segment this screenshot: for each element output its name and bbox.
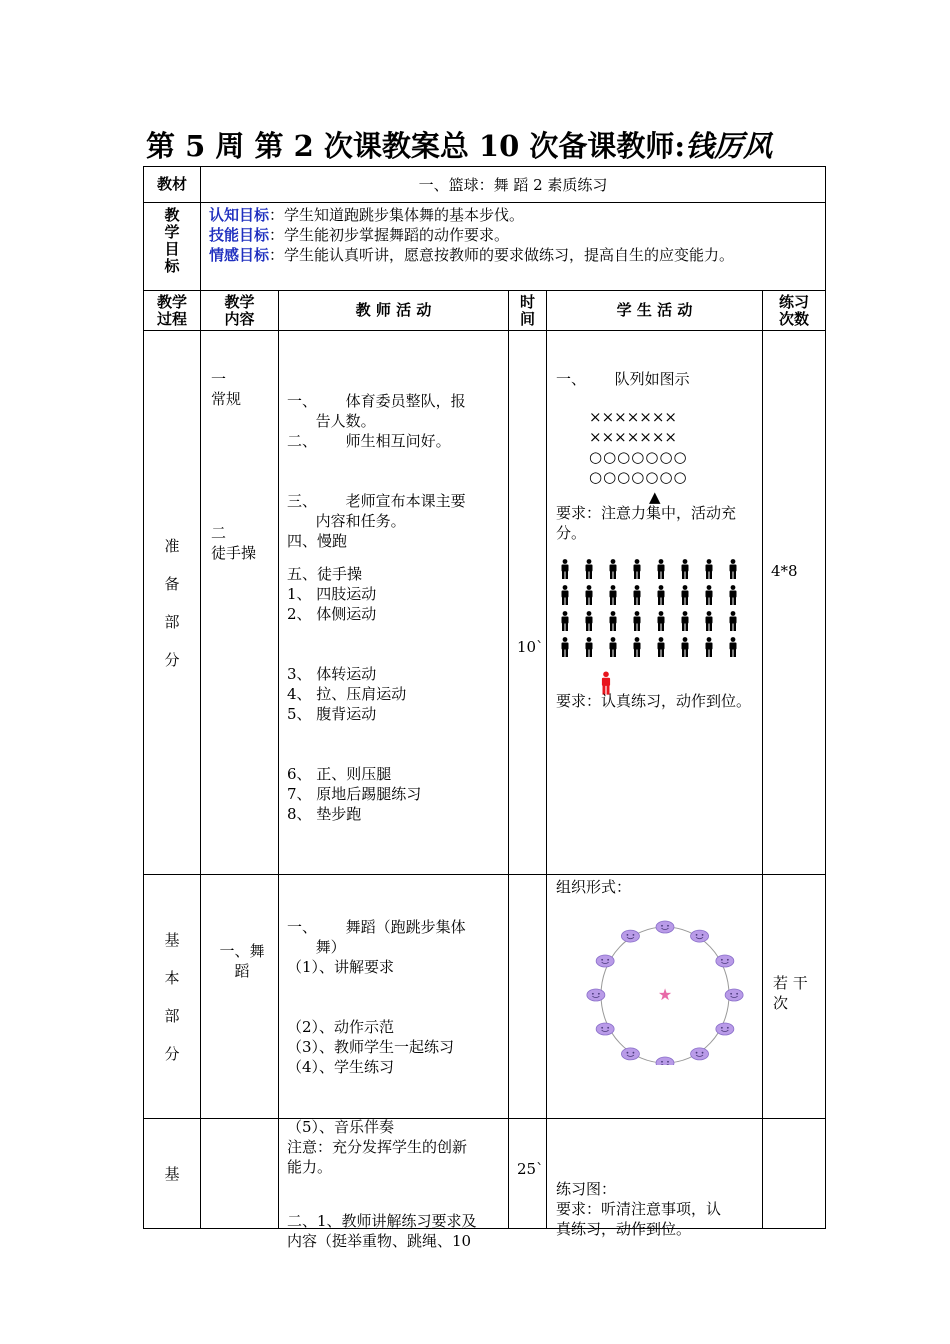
header-teacher: 教 师 活 动 [279, 291, 509, 331]
student-figure-icon [703, 585, 715, 605]
formation-diagram [589, 407, 688, 507]
goals-list [201, 203, 826, 291]
prep-count [763, 331, 826, 875]
student-figure-icon [679, 559, 691, 579]
student-figures-grid [559, 559, 751, 657]
basic2-time-value: 25` [517, 1160, 544, 1178]
student-smiley-icon [656, 921, 674, 933]
student-figure-icon [607, 559, 619, 579]
basic2-student [547, 1119, 763, 1238]
circle-formation-diagram [577, 905, 757, 1065]
formation-row-x2: ××××××× [589, 428, 677, 446]
basic-count-value: 若 干 次 [773, 974, 808, 1012]
header-content: 教学内容 [201, 291, 279, 331]
student-smiley-icon [691, 1048, 709, 1060]
student-figure-icon [631, 559, 643, 579]
student-figure-icon [655, 637, 667, 657]
student-figure-icon [679, 611, 691, 631]
basic-time [509, 875, 547, 1119]
student-smiley-icon [596, 1023, 614, 1035]
student-smiley-icon [596, 955, 614, 967]
basic2-process: 基 [144, 1119, 201, 1229]
goal-cognitive: 认知目标：学生知道跑跳步集体舞的基本步伐。 [209, 206, 525, 224]
people-formation [559, 559, 751, 695]
header-student: 学 生 活 动 [547, 291, 763, 331]
basic-teacher-list: 一、 舞蹈（跑跳步集体 舞） （1）、讲解要求 （2）、动作示范 （3）、教师学生一起练习 （4）、学生练习 （5）、音乐伴奏 注意：充分发挥学生的创新 能力。 [287, 918, 468, 1176]
title-main: 第 5 周 第 2 次课教案总 10 次备课教师: [146, 129, 686, 163]
teacher-star-icon: ★ [657, 985, 673, 1004]
basic-process: 基 本 部 分 [144, 875, 201, 1119]
student-figure-icon [559, 585, 571, 605]
student-figure-icon [727, 559, 739, 579]
header-time: 时间 [509, 291, 547, 331]
student-figure-icon [631, 637, 643, 657]
prep-time [509, 331, 547, 875]
prep-content-routine: 一 常规 [211, 370, 242, 408]
prep-student [547, 331, 763, 875]
student-figure-icon [727, 611, 739, 631]
basic-student [547, 875, 763, 1119]
student-figure-icon [631, 585, 643, 605]
basic2-student-list: 练习图： 要求：听清注意事项，认 真练习，动作到位。 [556, 1180, 722, 1238]
basic2-teacher [279, 1119, 509, 1250]
basic-count [763, 875, 826, 1119]
prep-teacher [279, 331, 509, 875]
prep-content-exercise: 二 徒手操 [211, 524, 257, 562]
student-figure-icon [583, 637, 595, 657]
basic2-content [201, 1119, 279, 1229]
prep-student-req2: 要求：认真练习，动作到位。 [556, 692, 752, 710]
teacher-signature: 钱厉风 [685, 129, 773, 163]
basic-teacher [279, 875, 509, 1176]
material-label: 教材 [144, 167, 201, 203]
student-figure-icon [679, 585, 691, 605]
formation-row-o1: ○○○○○○○ [589, 448, 688, 466]
prep-count-value: 4*8 [771, 562, 798, 580]
student-figure-icon [727, 637, 739, 657]
prep-teacher-list2: 五、徒手操 1、 四肢运动 2、 体侧运动 3、 体转运动 4、 拉、压肩运动 5、 腹背运动 6、 正、则压腿 7、 原地后踢腿练习 8、 垫步跑 [287, 565, 422, 823]
student-figure-icon [727, 585, 739, 605]
formation-row-x1: ××××××× [589, 408, 677, 426]
header-process: 教学过程 [144, 291, 201, 331]
basic-content-dance: 一、舞 蹈 [219, 942, 265, 980]
student-figure-icon [655, 559, 667, 579]
material-value: 一、篮球：舞 蹈 2 素质练习 [201, 167, 826, 203]
page-title [146, 124, 772, 165]
teacher-triangle-icon: ▲ [649, 488, 661, 506]
student-smiley-icon [691, 930, 709, 942]
lesson-plan-table [143, 166, 826, 1250]
student-smiley-icon [621, 930, 639, 942]
student-smiley-icon [725, 989, 743, 1001]
student-figure-icon [607, 611, 619, 631]
student-figure-icon [703, 559, 715, 579]
student-figure-icon [607, 637, 619, 657]
student-smiley-icon [587, 989, 605, 1001]
header-count: 练习次数 [763, 291, 826, 331]
prep-student-req1: 要求：注意力集中，活动充分。 [556, 504, 737, 542]
prep-student-head: 一、 队列如图示 [556, 370, 690, 388]
student-figure-icon [607, 585, 619, 605]
student-smiley-icon [716, 1023, 734, 1035]
student-figure-icon [679, 637, 691, 657]
student-figure-icon [631, 611, 643, 631]
prep-process: 准 备 部 分 [144, 331, 201, 875]
formation-row-o2: ○○○○○○○ [589, 468, 688, 486]
organization-label: 组织形式： [556, 878, 632, 896]
student-figure-icon [583, 611, 595, 631]
goal-skill: 技能目标：学生能初步掌握舞蹈的动作要求。 [209, 226, 510, 244]
student-figure-icon [559, 559, 571, 579]
student-figure-icon [583, 559, 595, 579]
student-smiley-icon [716, 955, 734, 967]
basic2-teacher-list: 二、1、教师讲解练习要求及 内容（挺举重物、跳绳、10 [287, 1212, 477, 1250]
prep-time-value: 10` [517, 638, 544, 656]
student-figure-icon [583, 585, 595, 605]
student-smiley-icon [621, 1048, 639, 1060]
student-figure-icon [655, 585, 667, 605]
basic-content [201, 875, 279, 1119]
student-figure-icon [559, 611, 571, 631]
goal-emotion: 情感目标：学生能认真听讲，愿意按教师的要求做练习，提高自生的应变能力。 [209, 246, 735, 264]
student-figure-icon [703, 637, 715, 657]
goals-label: 教 学 目 标 [144, 203, 201, 291]
prep-content [201, 331, 279, 875]
basic2-time [509, 1119, 547, 1229]
basic2-count [763, 1119, 826, 1229]
prep-teacher-list1: 一、 体育委员整队，报 告人数。 二、 师生相互问好。 三、 老师宣布本课主要 内容和任务。 四、慢跑 [287, 392, 466, 550]
student-smiley-icon [656, 1057, 674, 1065]
student-figure-icon [559, 637, 571, 657]
student-figure-icon [703, 611, 715, 631]
student-figure-icon [655, 611, 667, 631]
